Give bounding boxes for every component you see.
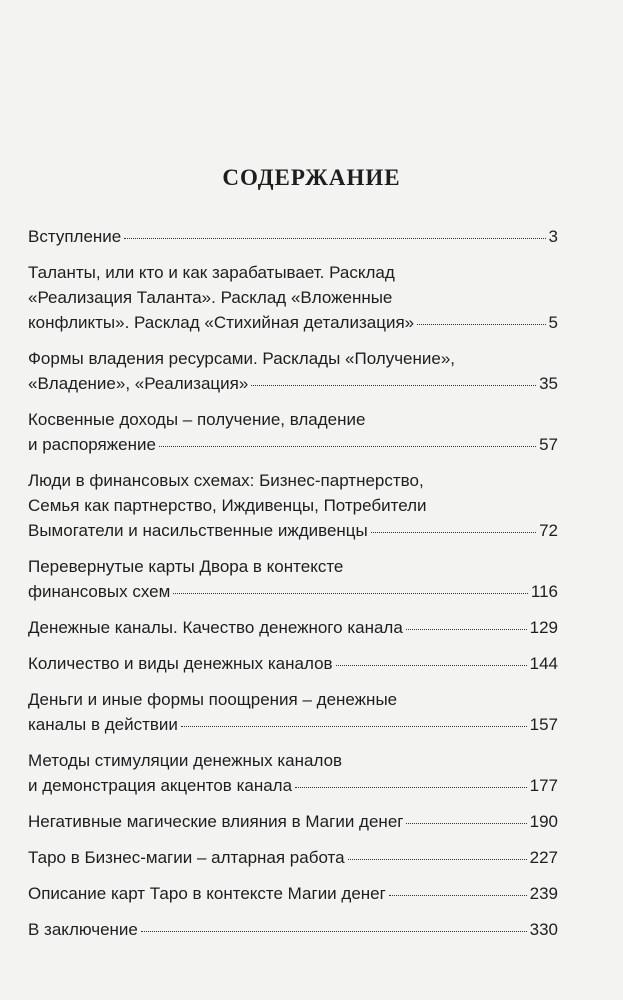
toc-entry — [28, 809, 558, 834]
table-of-contents — [28, 224, 558, 953]
page-number: 3 — [548, 227, 558, 246]
toc-entry-line: Таро в Бизнес-магии – алтарная работа — [28, 848, 345, 867]
page-number: 144 — [529, 654, 558, 673]
toc-entry-line: Количество и виды денежных каналов — [28, 654, 333, 673]
dot-leader — [371, 532, 536, 533]
toc-entry-line: Вымогатели и насильственные иждивенцы — [28, 521, 368, 540]
page-number: 190 — [529, 812, 558, 831]
toc-entry — [28, 881, 558, 906]
toc-entry-line: и распоряжение — [28, 435, 156, 454]
toc-entry-line: Негативные магические влияния в Магии денег — [28, 812, 404, 831]
dot-leader — [173, 593, 528, 594]
dot-leader — [348, 859, 527, 860]
page-number: 116 — [530, 582, 558, 601]
toc-entry-last-line — [28, 773, 558, 798]
toc-entry-last-line — [28, 310, 558, 335]
toc-entry-last-line — [28, 651, 558, 676]
dot-leader — [181, 726, 527, 727]
toc-entry-line: каналы в действии — [28, 715, 178, 734]
toc-entry-line: Семья как партнерство, Иждивенцы, Потребители — [28, 496, 427, 515]
page-number: 129 — [529, 618, 558, 637]
toc-entry — [28, 224, 558, 249]
toc-entry-line: Денежные каналы. Качество денежного канала — [28, 618, 403, 637]
page-number: 239 — [529, 884, 558, 903]
toc-entry-line: Косвенные доходы – получение, владение — [28, 410, 366, 429]
page-number: 330 — [529, 920, 558, 939]
toc-entry-line: Люди в финансовых схемах: Бизнес-партнерство, — [28, 471, 424, 490]
toc-entry-line: Таланты, или кто и как зарабатывает. Расклад — [28, 263, 395, 282]
toc-entry — [28, 845, 558, 870]
toc-entry — [28, 651, 558, 676]
dot-leader — [295, 787, 527, 788]
toc-entry-line: Формы владения ресурсами. Расклады «Получение», — [28, 349, 456, 368]
toc-entry-line: Деньги и иные формы поощрения – денежные — [28, 690, 398, 709]
toc-entry-line: финансовых схем — [28, 582, 171, 601]
toc-entry — [28, 615, 558, 640]
dot-leader — [336, 665, 527, 666]
dot-leader — [389, 895, 527, 896]
toc-entry-line: «Владение», «Реализация» — [28, 374, 249, 393]
page-number: 157 — [529, 715, 558, 734]
toc-entry-line: Вступление — [28, 227, 122, 246]
dot-leader — [251, 385, 536, 386]
toc-entry-last-line — [28, 518, 558, 543]
dot-leader — [141, 931, 527, 932]
toc-entry-line: В заключение — [28, 920, 138, 939]
toc-entry-last-line — [28, 579, 558, 604]
dot-leader — [159, 446, 536, 447]
toc-entry-last-line — [28, 224, 558, 249]
toc-entry — [28, 748, 558, 798]
page-number: 72 — [539, 521, 558, 540]
dot-leader — [406, 823, 526, 824]
toc-entry-last-line — [28, 432, 558, 457]
toc-entry — [28, 260, 558, 335]
toc-entry-last-line — [28, 845, 558, 870]
toc-entry-line: и демонстрация акцентов канала — [28, 776, 293, 795]
dot-leader — [417, 324, 545, 325]
toc-entry — [28, 468, 558, 543]
toc-entry — [28, 407, 558, 457]
toc-entry-last-line — [28, 881, 558, 906]
toc-entry-last-line — [28, 615, 558, 640]
toc-entry-line: конфликты». Расклад «Стихийная детализация» — [28, 313, 415, 332]
toc-entry-line: «Реализация Таланта». Расклад «Вложенные — [28, 288, 393, 307]
dot-leader — [406, 629, 527, 630]
page-title: СОДЕРЖАНИЕ — [222, 165, 401, 191]
page-number: 177 — [529, 776, 558, 795]
toc-entry-last-line — [28, 712, 558, 737]
toc-entry-last-line — [28, 809, 558, 834]
page-number: 57 — [539, 435, 558, 454]
toc-entry-line: Перевернутые карты Двора в контексте — [28, 557, 344, 576]
toc-entry — [28, 917, 558, 942]
toc-entry-line: Описание карт Таро в контексте Магии денег — [28, 884, 386, 903]
toc-entry-last-line — [28, 371, 558, 396]
page-number: 35 — [539, 374, 558, 393]
toc-entry-last-line — [28, 917, 558, 942]
dot-leader — [124, 238, 545, 239]
toc-entry — [28, 687, 558, 737]
toc-entry-line: Методы стимуляции денежных каналов — [28, 751, 343, 770]
toc-entry — [28, 346, 558, 396]
page-number: 227 — [529, 848, 558, 867]
toc-entry — [28, 554, 558, 604]
page-number: 5 — [548, 313, 558, 332]
